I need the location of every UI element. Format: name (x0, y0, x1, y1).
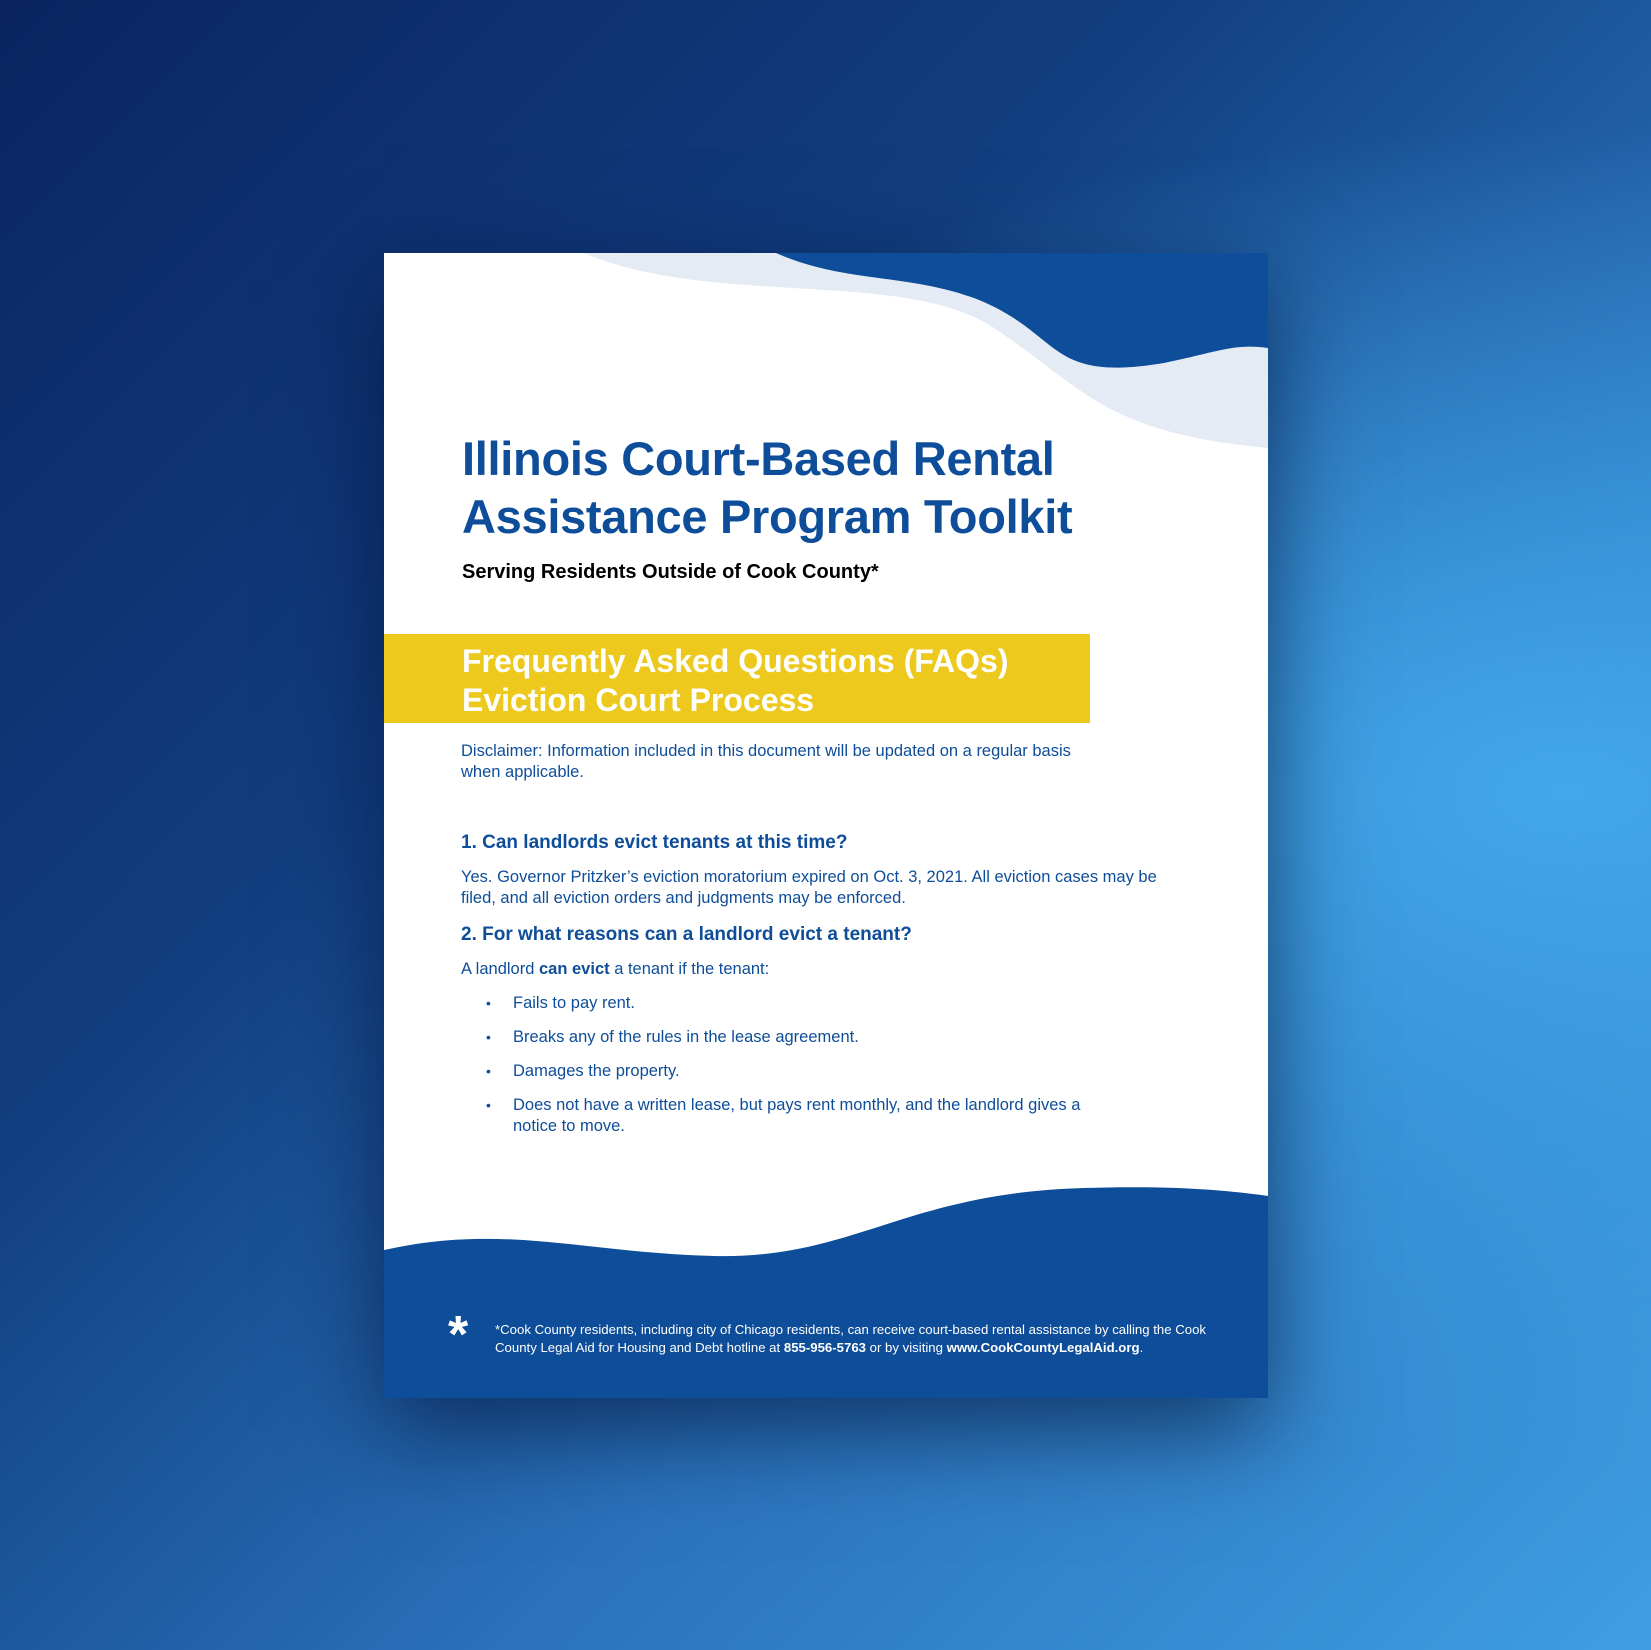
bottom-wave-blue (384, 1187, 1268, 1398)
title-line-1: Illinois Court-Based Rental (462, 432, 1055, 485)
bullet-icon: • (486, 1029, 491, 1045)
question-1-heading: 1. Can landlords evict tenants at this time? (461, 832, 848, 853)
asterisk-icon: * (448, 1306, 469, 1364)
question-2-answer (461, 959, 1181, 980)
page-title (462, 430, 1182, 546)
page-subtitle: Serving Residents Outside of Cook County* (462, 561, 879, 583)
footnote-middle: or by visiting (866, 1340, 947, 1355)
faq-banner-line-2: Eviction Court Process (462, 682, 815, 718)
list-item (461, 1027, 1081, 1048)
bullet-icon: • (486, 995, 491, 1011)
footnote-prefix: *Cook County residents, including city of Chicago residents, can receive court-based rental assistance by calling the Cook County Legal Aid for Housing and Debt hotline at (495, 1322, 1207, 1355)
footnote-text (495, 1321, 1225, 1357)
document-page (384, 253, 1268, 1398)
hotline-phone: 855-956-5763 (783, 1340, 866, 1355)
bullet-icon: • (486, 1097, 491, 1113)
title-line-2: Assistance Program Toolkit (462, 490, 1073, 543)
bullet-icon: • (486, 1063, 491, 1079)
list-item-text: Does not have a written lease, but pays rent monthly, and the landlord gives a notice to move. (513, 1096, 1081, 1135)
disclaimer-text: Disclaimer: Information included in this document will be updated on a regular basis when applicable. (461, 742, 1071, 781)
list-item (461, 993, 1081, 1014)
list-item-text: Damages the property. (513, 1062, 680, 1080)
question-2-heading: 2. For what reasons can a landlord evict a tenant? (461, 924, 912, 945)
legal-aid-website: www.CookCountyLegalAid.org (946, 1340, 1140, 1355)
question-1-answer: Yes. Governor Pritzker’s eviction moratorium expired on Oct. 3, 2021. All eviction cases may be filed, and all eviction orders and judgments may be enforced. (461, 868, 1157, 907)
eviction-reasons-list (461, 993, 1081, 1150)
footnote-suffix: . (1139, 1340, 1144, 1355)
decorative-waves (384, 253, 1268, 1398)
list-item (461, 1061, 1081, 1082)
answer-2-prefix: A landlord (461, 960, 539, 978)
faq-banner-line-1: Frequently Asked Questions (FAQs) (462, 643, 1009, 679)
top-wave-blue (776, 253, 1268, 368)
faq-banner (384, 634, 1090, 723)
answer-2-emphasis: can evict (538, 960, 610, 978)
list-item (461, 1095, 1081, 1137)
list-item-text: Breaks any of the rules in the lease agreement. (513, 1028, 859, 1046)
list-item-text: Fails to pay rent. (513, 994, 635, 1012)
answer-2-suffix: a tenant if the tenant: (609, 960, 770, 978)
